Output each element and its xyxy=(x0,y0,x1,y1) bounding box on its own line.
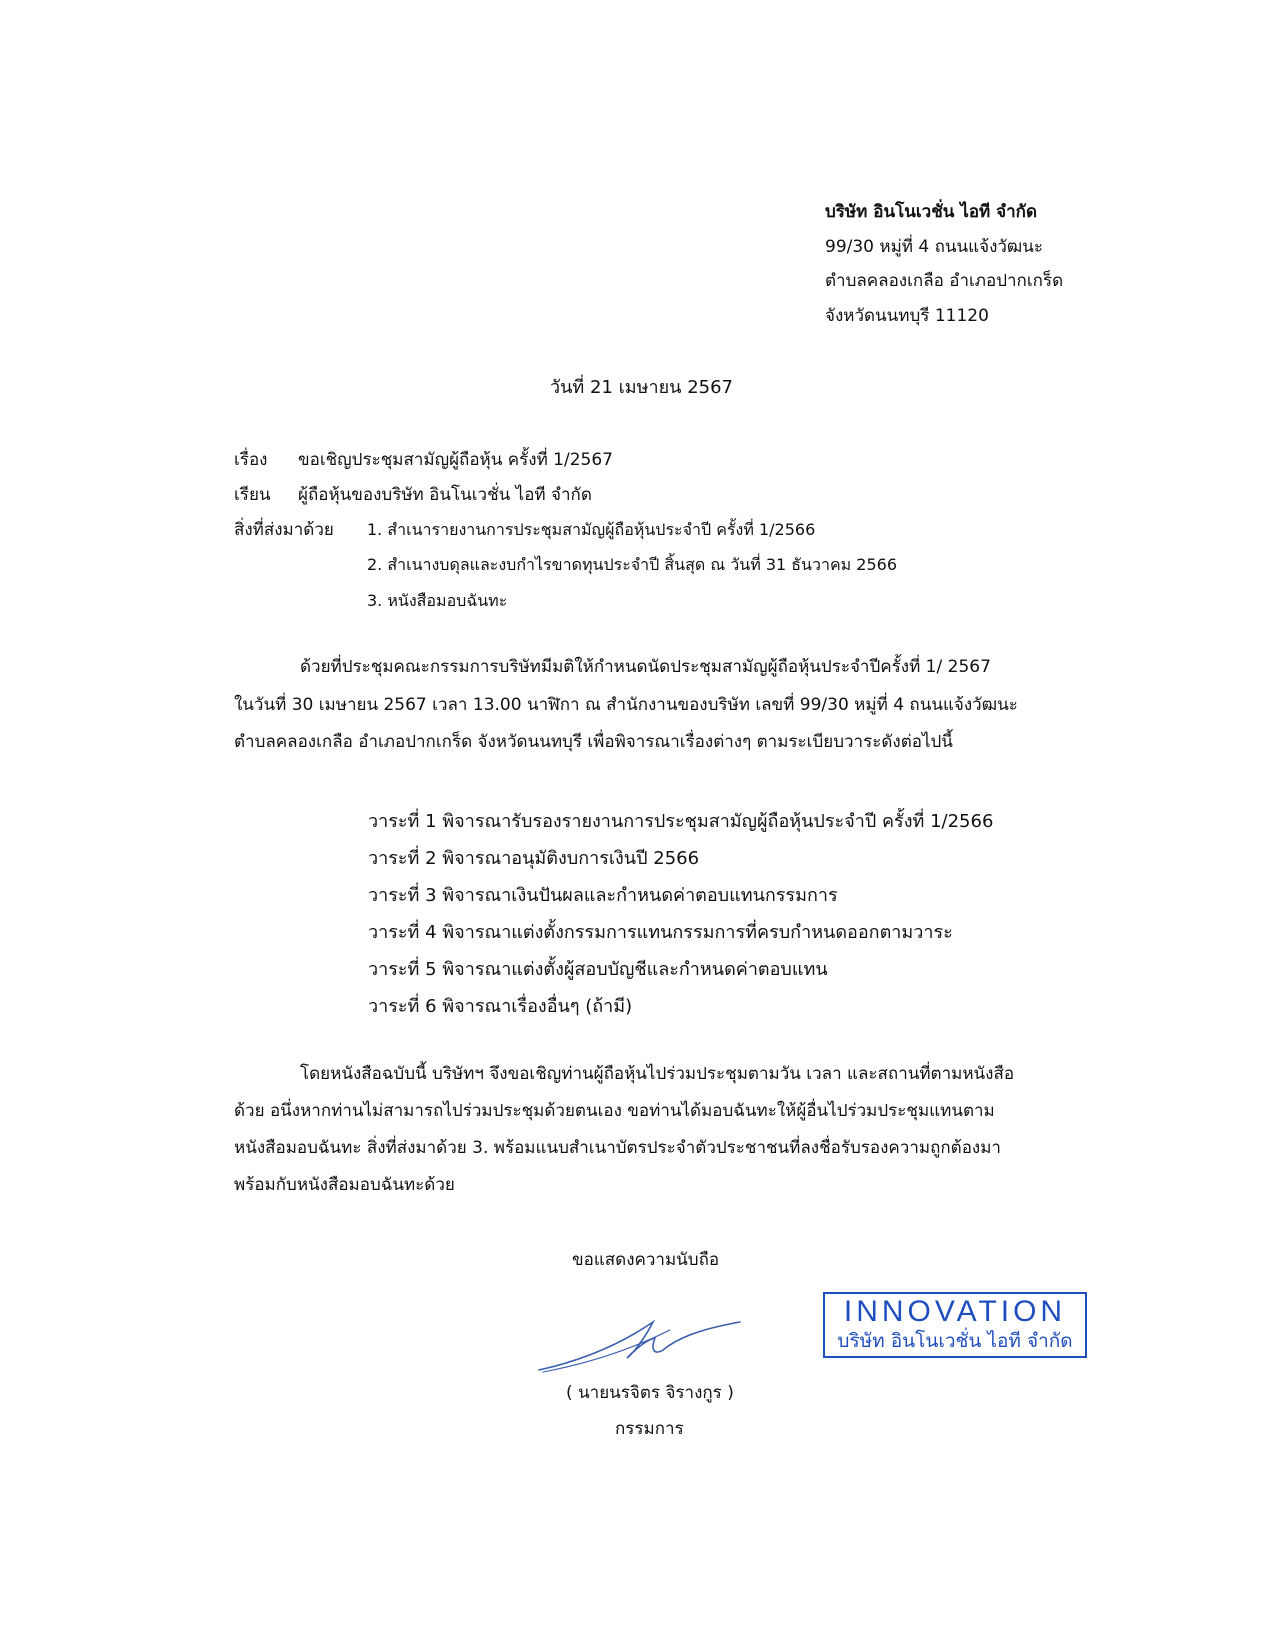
signer-title: กรรมการ xyxy=(615,1419,684,1439)
agenda-item: วาระที่ 3 พิจารณาเงินปันผลและกำหนดค่าตอบแทนกรรมการ xyxy=(368,885,838,906)
intro-line-3: ตำบลคลองเกลือ อำเภอปากเกร็ด จังหวัดนนทบุรี เพื่อพิจารณาเรื่องต่างๆ ตามระเบียบวาระดังต่อไปนี้ xyxy=(234,732,953,752)
subject-text: ขอเชิญประชุมสามัญผู้ถือหุ้น ครั้งที่ 1/2567 xyxy=(298,450,613,470)
subject-label: เรื่อง xyxy=(234,450,268,470)
address-line-2: ตำบลคลองเกลือ อำเภอปากเกร็ด xyxy=(825,271,1064,291)
address-line-1: 99/30 หมู่ที่ 4 ถนนแจ้งวัฒนะ xyxy=(825,237,1044,257)
closing-line-4: พร้อมกับหนังสือมอบฉันทะด้วย xyxy=(234,1175,455,1195)
recipient-text: ผู้ถือหุ้นของบริษัท อินโนเวชั่น ไอที จำกัด xyxy=(298,485,592,505)
agenda-item: วาระที่ 2 พิจารณาอนุมัติงบการเงินปี 2566 xyxy=(368,848,700,869)
agenda-item: วาระที่ 1 พิจารณารับรองรายงานการประชุมสามัญผู้ถือหุ้นประจำปี ครั้งที่ 1/2566 xyxy=(368,811,994,832)
regards-text: ขอแสดงความนับถือ xyxy=(572,1250,720,1270)
intro-line-1: ด้วยที่ประชุมคณะกรรมการบริษัทมีมติให้กำหนดนัดประชุมสามัญผู้ถือหุ้นประจำปีครั้งที่ 1/ 2567 xyxy=(300,657,991,677)
enclosures-label: สิ่งที่ส่งมาด้วย xyxy=(234,520,334,540)
agenda-item: วาระที่ 6 พิจารณาเรื่องอื่นๆ (ถ้ามี) xyxy=(368,996,633,1017)
enclosure-item: 1. สำเนารายงานการประชุมสามัญผู้ถือหุ้นประจำปี ครั้งที่ 1/2566 xyxy=(367,520,816,539)
address-line-3: จังหวัดนนทบุรี 11120 xyxy=(825,306,989,326)
closing-line-2: ด้วย อนึ่งหากท่านไม่สามารถไปร่วมประชุมด้วยตนเอง ขอท่านได้มอบฉันทะให้ผู้อื่นไปร่วมประชุมแทนตาม xyxy=(234,1101,995,1121)
company-name: บริษัท อินโนเวชั่น ไอที จำกัด xyxy=(825,202,1037,222)
letter-date: วันที่ 21 เมษายน 2567 xyxy=(550,377,733,398)
signer-name: ( นายนรจิตร จิรางกูร ) xyxy=(566,1383,734,1403)
agenda-item: วาระที่ 5 พิจารณาแต่งตั้งผู้สอบบัญชีและกำหนดค่าตอบแทน xyxy=(368,959,828,980)
enclosure-item: 2. สำเนางบดุลและงบกำไรขาดทุนประจำปี สิ้นสุด ณ วันที่ 31 ธันวาคม 2566 xyxy=(367,555,897,574)
closing-line-1: โดยหนังสือฉบับนี้ บริษัทฯ จึงขอเชิญท่านผู้ถือหุ้นไปร่วมประชุมตามวัน เวลา และสถานที่ตามหนังสือ xyxy=(300,1064,1015,1084)
agenda-item: วาระที่ 4 พิจารณาแต่งตั้งกรรมการแทนกรรมการที่ครบกำหนดออกตามวาระ xyxy=(368,922,953,943)
intro-line-2: ในวันที่ 30 เมษายน 2567 เวลา 13.00 นาฬิกา ณ สำนักงานของบริษัท เลขที่ 99/30 หมู่ที่ 4 ถนนแจ้งวัฒนะ xyxy=(234,695,1018,715)
closing-line-3: หนังสือมอบฉันทะ สิ่งที่ส่งมาด้วย 3. พร้อมแนบสำเนาบัตรประจำตัวประชาชนที่ลงชื่อรับรองความถูกต้องมา xyxy=(234,1138,1001,1158)
signature-image xyxy=(535,1300,755,1380)
company-stamp xyxy=(823,1292,1087,1358)
stamp-brand: INNOVATION xyxy=(843,1295,1067,1328)
stamp-company-name: บริษัท อินโนเวชั่น ไอที จำกัด xyxy=(837,1330,1073,1352)
recipient-label: เรียน xyxy=(234,485,271,505)
enclosure-item: 3. หนังสือมอบฉันทะ xyxy=(367,591,508,610)
